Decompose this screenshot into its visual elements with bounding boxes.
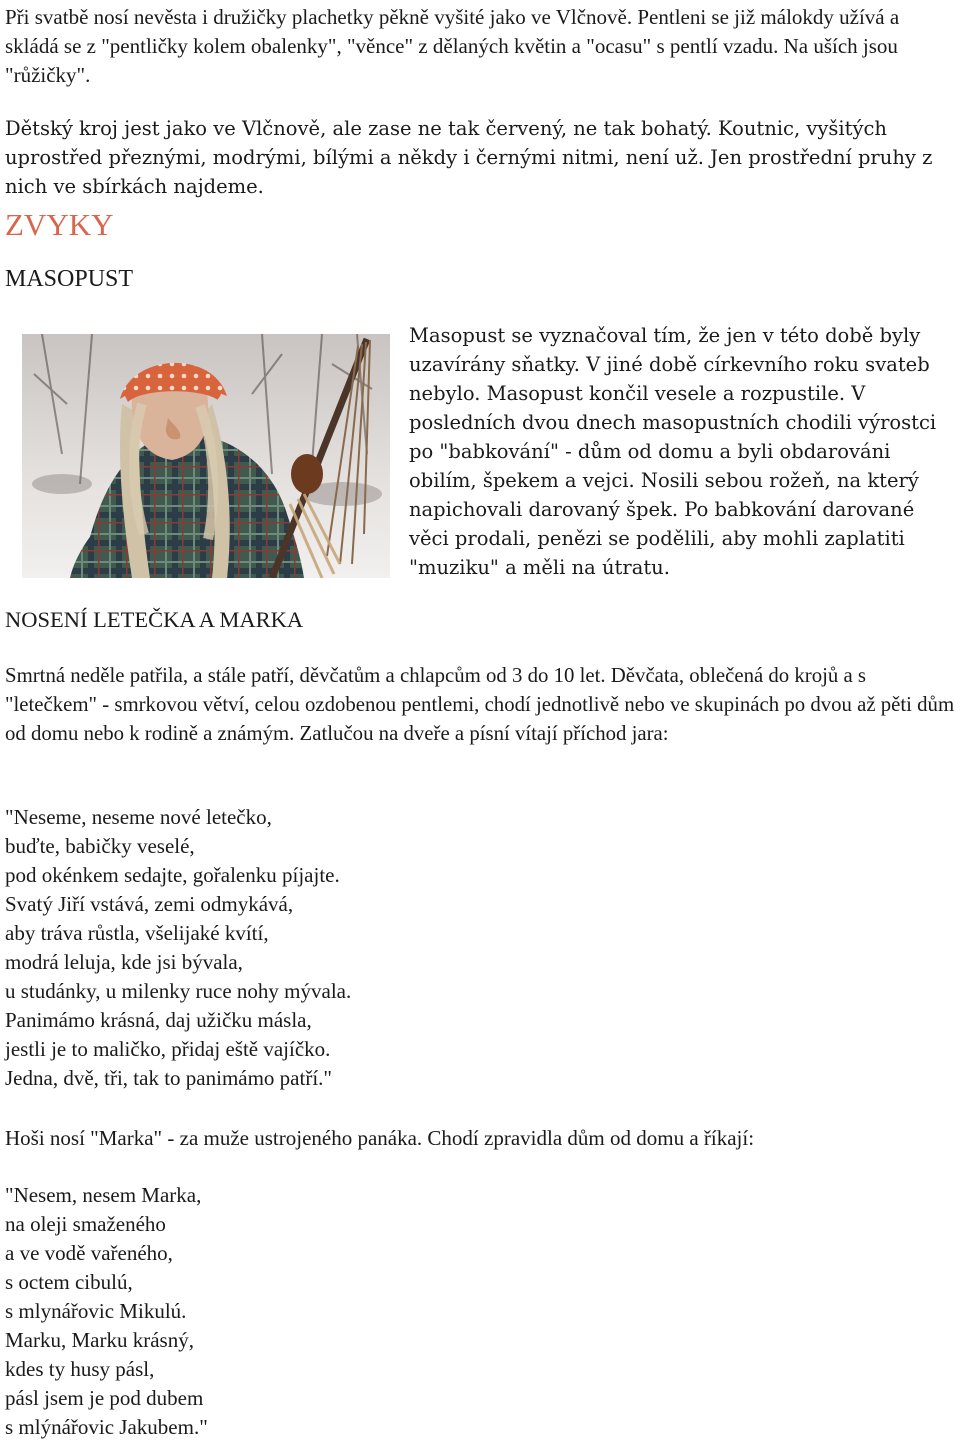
poem-line: Marku, Marku krásný, — [5, 1328, 194, 1352]
poem-line: "Neseme, neseme nové letečko, — [5, 805, 272, 829]
poem-line: "Nesem, nesem Marka, — [5, 1183, 202, 1207]
poem-line: a ve vodě vařeného, — [5, 1241, 173, 1265]
poem-line: aby tráva růstla, všelijaké kvítí, — [5, 921, 269, 945]
poem-line: Jedna, dvě, tři, tak to panimámo patří." — [5, 1066, 332, 1090]
letecko-poem — [5, 803, 705, 1093]
poem-line: kdes ty husy pásl, — [5, 1357, 155, 1381]
poem-line: u studánky, u milenky ruce nohy mývala. — [5, 979, 352, 1003]
poem-line: buďte, babičky veselé, — [5, 834, 195, 858]
poem-line: s mlýnářovic Jakubem." — [5, 1415, 208, 1439]
noseni-paragraph: Smrtná neděle patřila, a stále patří, děvčatům a chlapcům od 3 do 10 let. Děvčata, oblečená do krojů a s "letečkem" - smrkovou větví, celou ozdobenou pentlemi, chodí jednotlivě nebo ve skupinách po dvou až pěti dům od domu nebo k rodině a známým. Zatlučou na dveře a písní vítají příchod jara: — [5, 664, 955, 745]
marek-paragraph: Hoši nosí "Marka" - za muže ustrojeného panáka. Chodí zpravidla dům od domu a říkají: — [5, 1126, 755, 1150]
masopust-paragraph: Masopust se vyznačoval tím, že jen v této době byly uzavírány sňatky. V jiné době církevního roku svateb nebylo. Masopust končil vesele a rozpustile. V posledních dvou dnech masopustních chodili výrostci po "babkování" - dům od domu a byli obdarováni obilím, špekem a vejci. Nosili sebou rožeň, na který napichovali darovaný špek. Po babkování darované věci prodali, penězi se podělili, aby mohli zaplatiti "muziku" a měli na útratu. — [409, 324, 937, 579]
poem-line: jestli je to maličko, přidaj eště vajíčko. — [5, 1037, 331, 1061]
noseni-heading: NOSENÍ LETEČKA A MARKA — [5, 607, 304, 632]
intro-paragraph-1: Při svatbě nosí nevěsta i družičky plachetky pěkně vyšité jako ve Vlčnově. Pentleni se již málokdy užívá a skládá se z "pentličky kolem obalenky", "věnce" z dělaných květin a "ocasu" s pentlí vzadu. Na uších jsou "růžičky". — [5, 5, 900, 87]
poem-line: Svatý Jiří vstává, zemi odmykává, — [5, 892, 294, 916]
poem-line: s mlynářovic Mikulú. — [5, 1299, 187, 1323]
poem-line: pod okénkem sedajte, gořalenku píjajte. — [5, 863, 340, 887]
poem-line: s octem cibulú, — [5, 1270, 133, 1294]
poem-line: modrá leluja, kde jsi bývala, — [5, 950, 243, 974]
poem-line: Panimámo krásná, daj užičku másla, — [5, 1008, 312, 1032]
marek-poem — [5, 1181, 705, 1442]
poem-line: na oleji smaženého — [5, 1212, 166, 1236]
masopust-heading: MASOPUST — [5, 266, 134, 292]
poem-line: pásl jsem je pod dubem — [5, 1386, 204, 1410]
masopust-photo — [22, 334, 390, 578]
intro-paragraph-2: Dětský kroj jest jako ve Vlčnově, ale zase ne tak červený, ne tak bohatý. Koutnic, vyšitých uprostřed přeznými, modrými, bílými a někdy i černými nitmi, není už. Jen prostřední pruhy z nich ve sbírkách najdeme. — [5, 117, 933, 198]
section-heading-zvyky: ZVYKY — [5, 207, 114, 242]
